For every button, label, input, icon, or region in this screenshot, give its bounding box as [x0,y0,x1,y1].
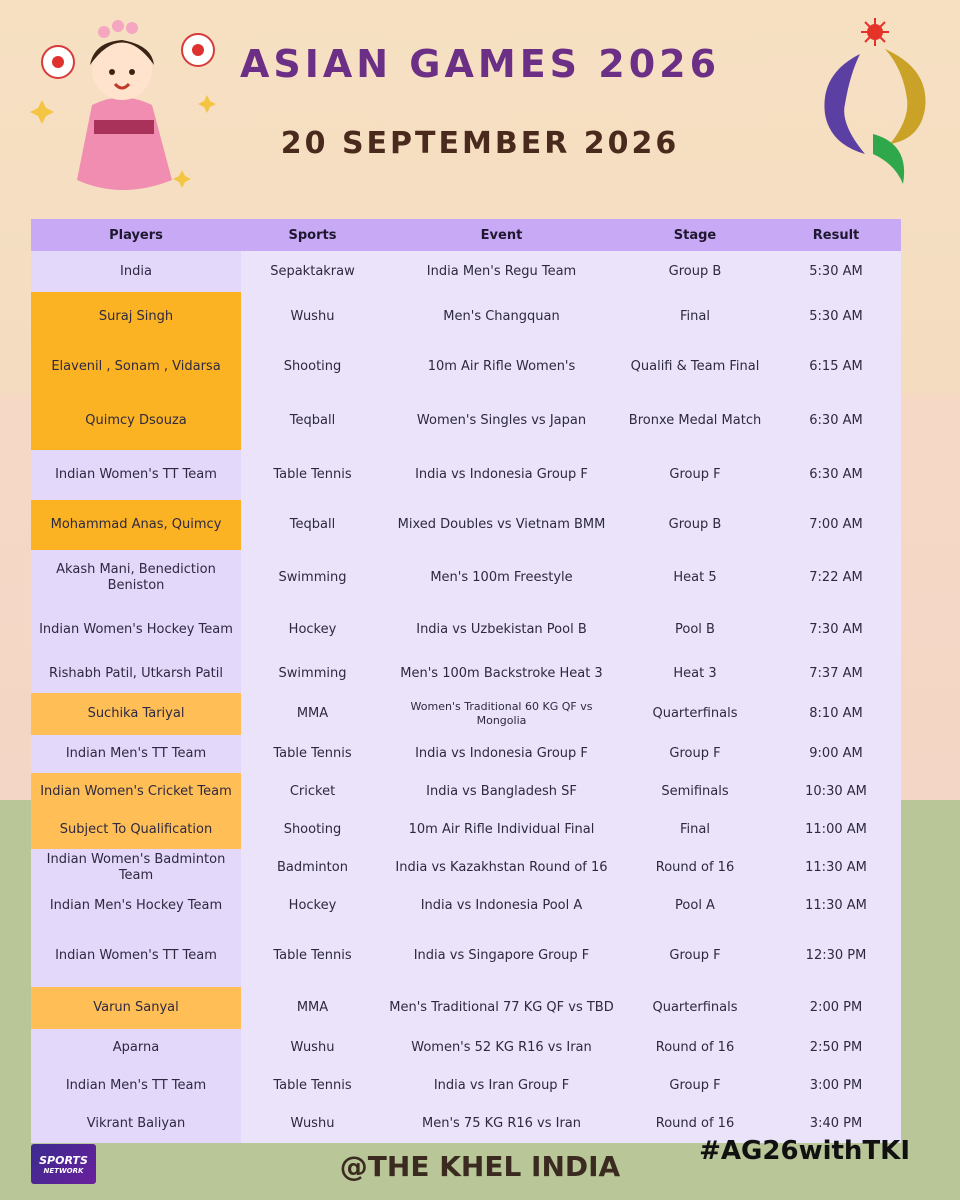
players-cell: Subject To Qualification [31,811,241,849]
table-row [31,550,901,605]
stage-cell: Group F [669,1078,721,1093]
players-cell: Indian Men's Hockey Team [31,887,241,925]
table-row [31,655,901,693]
result-cell: 2:50 PM [809,1040,863,1055]
players-cell: Rishabh Patil, Utkarsh Patil [31,655,241,693]
table-row [31,342,901,392]
stage-cell: Group B [668,263,722,279]
result-cell: 7:37 AM [809,666,863,681]
result-cell: 2:00 PM [809,1000,863,1015]
sports-cell: Teqball [289,413,336,428]
stage-cell: Heat 3 [673,666,717,681]
stage-cell: Round of 16 [655,1116,735,1131]
players-cell: Indian Women's Cricket Team [31,773,241,811]
table-header [31,219,901,251]
players-cell: Akash Mani, Benediction Beniston [31,550,241,605]
result-cell: 10:30 AM [805,784,867,799]
stage-cell: Round of 16 [655,1040,735,1055]
players-cell: Elavenil , Sonam , Vidarsa [31,342,241,392]
players-cell: Indian Women's TT Team [31,450,241,500]
event-cell: India vs Kazakhstan Round of 16 [395,860,608,875]
table-row [31,1067,901,1105]
result-cell: 11:30 AM [805,898,867,913]
column-header-stage: Stage [673,227,717,243]
players-cell: Indian Women's TT Team [31,925,241,987]
table-row [31,811,901,849]
sports-cell: Table Tennis [273,467,352,482]
stage-cell: Group F [669,948,721,963]
social-handle: @THE KHEL INDIA [339,1150,621,1183]
sports-cell: Swimming [278,666,347,681]
asian-games-logo [815,14,935,194]
table-row [31,292,901,342]
players-cell: Suraj Singh [31,292,241,342]
players-cell: Mohammad Anas, Quimcy [31,500,241,550]
event-cell: India vs Indonesia Group F [415,467,588,482]
result-cell: 3:40 PM [809,1116,863,1131]
event-cell: Women's Traditional 60 KG QF vs Mongolia [410,700,593,727]
stage-cell: Group F [669,746,721,761]
event-cell: 10m Air Rifle Individual Final [408,822,595,837]
hashtag: #AG26withTKI [699,1136,910,1166]
sports-cell: Wushu [290,309,335,324]
event-cell: India vs Iran Group F [433,1078,570,1093]
table-row [31,887,901,925]
logo-line-2: NETWORK [43,1166,84,1175]
stage-cell: Group B [668,517,722,532]
event-cell: Women's 52 KG R16 vs Iran [411,1040,592,1055]
event-cell: India vs Singapore Group F [413,948,590,963]
table-row [31,849,901,887]
event-cell: Men's 100m Freestyle [430,569,573,585]
sports-cell: Wushu [290,1040,335,1055]
result-cell: 12:30 PM [805,948,867,963]
event-cell: India vs Bangladesh SF [426,784,577,799]
sports-cell: Badminton [277,860,348,875]
players-cell: Vikrant Baliyan [31,1105,241,1143]
sports-cell: Table Tennis [273,1078,352,1093]
result-cell: 6:15 AM [809,359,863,374]
column-header-event: Event [480,227,523,243]
column-header-players: Players [109,227,163,243]
table-row [31,450,901,500]
event-cell: Men's Traditional 77 KG QF vs TBD [389,1000,614,1015]
column-header-result: Result [812,227,860,243]
result-cell: 7:30 AM [809,622,863,637]
result-cell: 7:22 AM [809,569,863,585]
players-cell: Indian Men's TT Team [31,735,241,773]
players-cell: Indian Women's Badminton Team [31,849,241,887]
sports-cell: Teqball [289,517,336,532]
result-cell: 7:00 AM [809,517,863,532]
event-cell: Men's 75 KG R16 vs Iran [421,1116,582,1131]
event-cell: Men's 100m Backstroke Heat 3 [400,666,603,681]
sports-cell: Shooting [283,359,342,374]
table-row [31,251,901,292]
event-cell: Men's Changquan [443,309,560,324]
result-cell: 5:30 AM [809,263,863,279]
column-header-sports: Sports [288,227,337,243]
table-row [31,735,901,773]
schedule-table [31,219,901,1143]
result-cell: 6:30 AM [809,467,863,482]
table-row [31,773,901,811]
mascot-illustration [22,10,222,210]
table-row [31,987,901,1029]
stage-cell: Semifinals [661,784,729,799]
stage-cell: Pool B [675,622,715,637]
logo-line-1: SPORTS [39,1153,88,1167]
sports-cell: MMA [296,1000,329,1015]
sports-cell: Wushu [290,1116,335,1131]
event-date: 20 SEPTEMBER 2026 [280,126,680,161]
stage-cell: Group F [669,467,721,482]
result-cell: 11:30 AM [805,860,867,875]
stage-cell: Final [680,309,710,324]
sports-cell: Table Tennis [273,746,352,761]
sports-cell: MMA [296,706,329,721]
table-row [31,605,901,655]
players-cell: Aparna [31,1029,241,1067]
sports-cell: Hockey [288,622,337,637]
stage-cell: Quarterfinals [652,1000,738,1015]
players-cell: Indian Men's TT Team [31,1067,241,1105]
table-row [31,693,901,735]
players-cell: Suchika Tariyal [31,693,241,735]
result-cell: 9:00 AM [809,746,863,761]
players-cell: Indian Women's Hockey Team [31,605,241,655]
table-row [31,500,901,550]
event-cell: India vs Indonesia Group F [415,746,588,761]
stage-cell: Pool A [675,898,715,913]
players-cell: Quimcy Dsouza [31,392,241,450]
players-cell: India [31,251,241,292]
table-row [31,392,901,450]
sports-cell: Shooting [283,822,342,837]
sports-cell: Swimming [278,569,347,585]
sports-cell: Cricket [289,784,336,799]
event-cell: India vs Indonesia Pool A [420,898,583,913]
result-cell: 3:00 PM [809,1078,863,1093]
sports-cell: Hockey [288,898,337,913]
stage-cell: Heat 5 [673,569,717,585]
stage-cell: Qualifi & Team Final [630,359,760,374]
stage-cell: Round of 16 [655,860,735,875]
event-cell: Mixed Doubles vs Vietnam BMM [397,517,606,532]
result-cell: 8:10 AM [809,706,863,721]
event-cell: 10m Air Rifle Women's [427,359,576,374]
table-row [31,1029,901,1067]
event-cell: India Men's Regu Team [426,263,577,279]
sports-cell: Sepaktakraw [270,263,355,279]
page-title: ASIAN GAMES 2026 [239,42,721,86]
result-cell: 11:00 AM [805,822,867,837]
event-cell: Women's Singles vs Japan [416,413,587,428]
result-cell: 6:30 AM [809,413,863,428]
stage-cell: Final [680,822,710,837]
stage-cell: Quarterfinals [652,706,738,721]
event-cell: India vs Uzbekistan Pool B [416,622,587,637]
sports-cell: Table Tennis [273,948,352,963]
result-cell: 5:30 AM [809,309,863,324]
table-row [31,925,901,987]
players-cell: Varun Sanyal [31,987,241,1029]
stage-cell: Bronxe Medal Match [628,413,762,428]
